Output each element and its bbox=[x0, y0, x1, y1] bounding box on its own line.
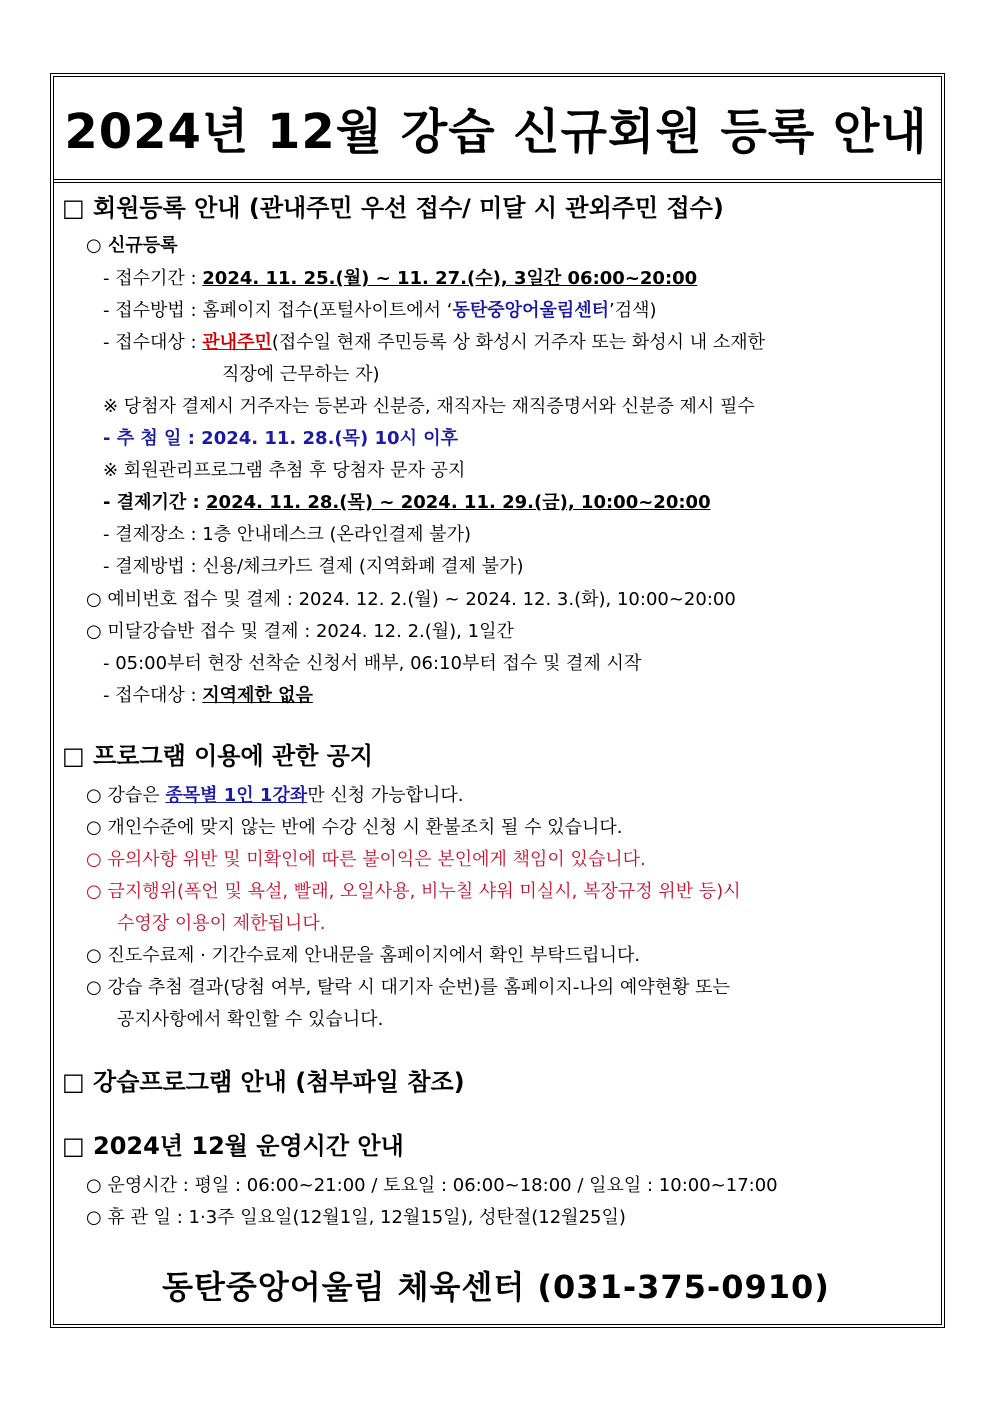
section4-heading: □ 2024년 12월 운영시간 안내 bbox=[62, 1132, 404, 1160]
payment-period-label: - 결제기간 : bbox=[103, 492, 207, 513]
period-row bbox=[103, 267, 697, 291]
notice-item-3: ○ 유의사항 위반 및 미확인에 따른 불이익은 본인에게 책임이 있습니다. bbox=[86, 849, 646, 870]
section1-heading: □ 회원등록 안내 (관내주민 우선 접수/ 미달 시 관외주민 접수) bbox=[62, 194, 724, 222]
notice-item-4: ○ 금지행위(폭언 및 욕설, 빨래, 오일사용, 비누칠 샤워 미실시, 복장규정 위반 등)시 bbox=[86, 881, 741, 902]
note-sms: ※ 회원관리프로그램 추첨 후 당첨자 문자 공지 bbox=[103, 460, 466, 481]
operating-hours: ○ 운영시간 : 평일 : 06:00~21:00 / 토요일 : 06:00~18:00 / 일요일 : 10:00~17:00 bbox=[86, 1175, 778, 1196]
reserve-number: ○ 예비번호 접수 및 결제 : 2024. 12. 2.(월) ~ 2024. 12. 3.(화), 10:00~20:00 bbox=[86, 589, 736, 610]
notice-item-2: ○ 개인수준에 맞지 않는 반에 수강 신청 시 환불조치 될 수 있습니다. bbox=[86, 817, 623, 838]
notice-item-4-continuation: 수영장 이용이 제한됩니다. bbox=[117, 913, 326, 934]
unfilled-target-value: 지역제한 없음 bbox=[202, 685, 313, 706]
notice-item-6: ○ 강습 추첨 결과(당첨 여부, 탈락 시 대기자 순번)를 홈페이지-나의 예약현황 또는 bbox=[86, 977, 730, 998]
payment-method: - 결제방법 : 신용/체크카드 결제 (지역화폐 결제 불가) bbox=[103, 556, 524, 577]
notice-item-1-highlight: 종목별 1인 1강좌 bbox=[165, 785, 308, 806]
period-label: - 접수기간 : bbox=[103, 268, 203, 289]
target-tail: (접수일 현재 주민등록 상 화성시 거주자 또는 화성시 내 소재한 bbox=[271, 332, 766, 353]
target-row bbox=[103, 331, 765, 355]
document-title: 2024년 12월 강습 신규회원 등록 안내 bbox=[64, 104, 928, 160]
sub-new-registration: ○ 신규등록 bbox=[86, 235, 178, 256]
unfilled-target-row bbox=[103, 684, 313, 708]
target-highlight: 관내주민 bbox=[202, 332, 272, 353]
method-label: - 접수방법 : 홈페이지 접수(포털사이트에서 ‘ bbox=[103, 300, 453, 321]
payment-period-value: 2024. 11. 28.(목) ~ 2024. 11. 29.(금), 10:00~20:00 bbox=[206, 492, 711, 513]
section3-heading: □ 강습프로그램 안내 (첨부파일 참조) bbox=[62, 1068, 465, 1096]
notice-item-5: ○ 진도수료제 · 기간수료제 안내문을 홈페이지에서 확인 부탁드립니다. bbox=[86, 945, 641, 966]
section2-heading: □ 프로그램 이용에 관한 공지 bbox=[62, 742, 374, 770]
method-row bbox=[103, 299, 657, 323]
payment-period-row bbox=[103, 491, 711, 515]
closed-days: ○ 휴 관 일 : 1·3주 일요일(12월1일, 12월15일), 성탄절(12월25일) bbox=[86, 1207, 626, 1228]
title-divider bbox=[53, 182, 942, 184]
unfilled-target-label: - 접수대상 : bbox=[103, 685, 203, 706]
note-documents: ※ 당첨자 결제시 거주자는 등본과 신분증, 재직자는 재직증명서와 신분증 제시 필수 bbox=[103, 396, 755, 417]
target-label: - 접수대상 : bbox=[103, 332, 203, 353]
notice-item-1 bbox=[86, 784, 464, 808]
notice-item-1-post: 만 신청 가능합니다. bbox=[307, 785, 464, 806]
unfilled-class: ○ 미달강습반 접수 및 결제 : 2024. 12. 2.(월), 1일간 bbox=[86, 621, 514, 642]
method-tail: ’검색) bbox=[609, 300, 657, 321]
draw-date: - 추 첨 일 : 2024. 11. 28.(목) 10시 이후 bbox=[103, 428, 458, 449]
footer-contact: 동탄중앙어울림 체육센터 (031-375-0910) bbox=[162, 1268, 830, 1306]
payment-place: - 결제장소 : 1층 안내데스크 (온라인결제 불가) bbox=[103, 524, 471, 545]
method-highlight: 동탄중앙어울림센터 bbox=[452, 300, 610, 321]
unfilled-detail: - 05:00부터 현장 선착순 신청서 배부, 06:10부터 접수 및 결제 시작 bbox=[103, 653, 642, 674]
notice-item-1-pre: ○ 강습은 bbox=[86, 785, 166, 806]
period-value: 2024. 11. 25.(월) ~ 11. 27.(수), 3일간 06:00~20:00 bbox=[202, 268, 698, 289]
notice-item-6-continuation: 공지사항에서 확인할 수 있습니다. bbox=[117, 1009, 384, 1030]
target-continuation: 직장에 근무하는 자) bbox=[222, 364, 380, 385]
